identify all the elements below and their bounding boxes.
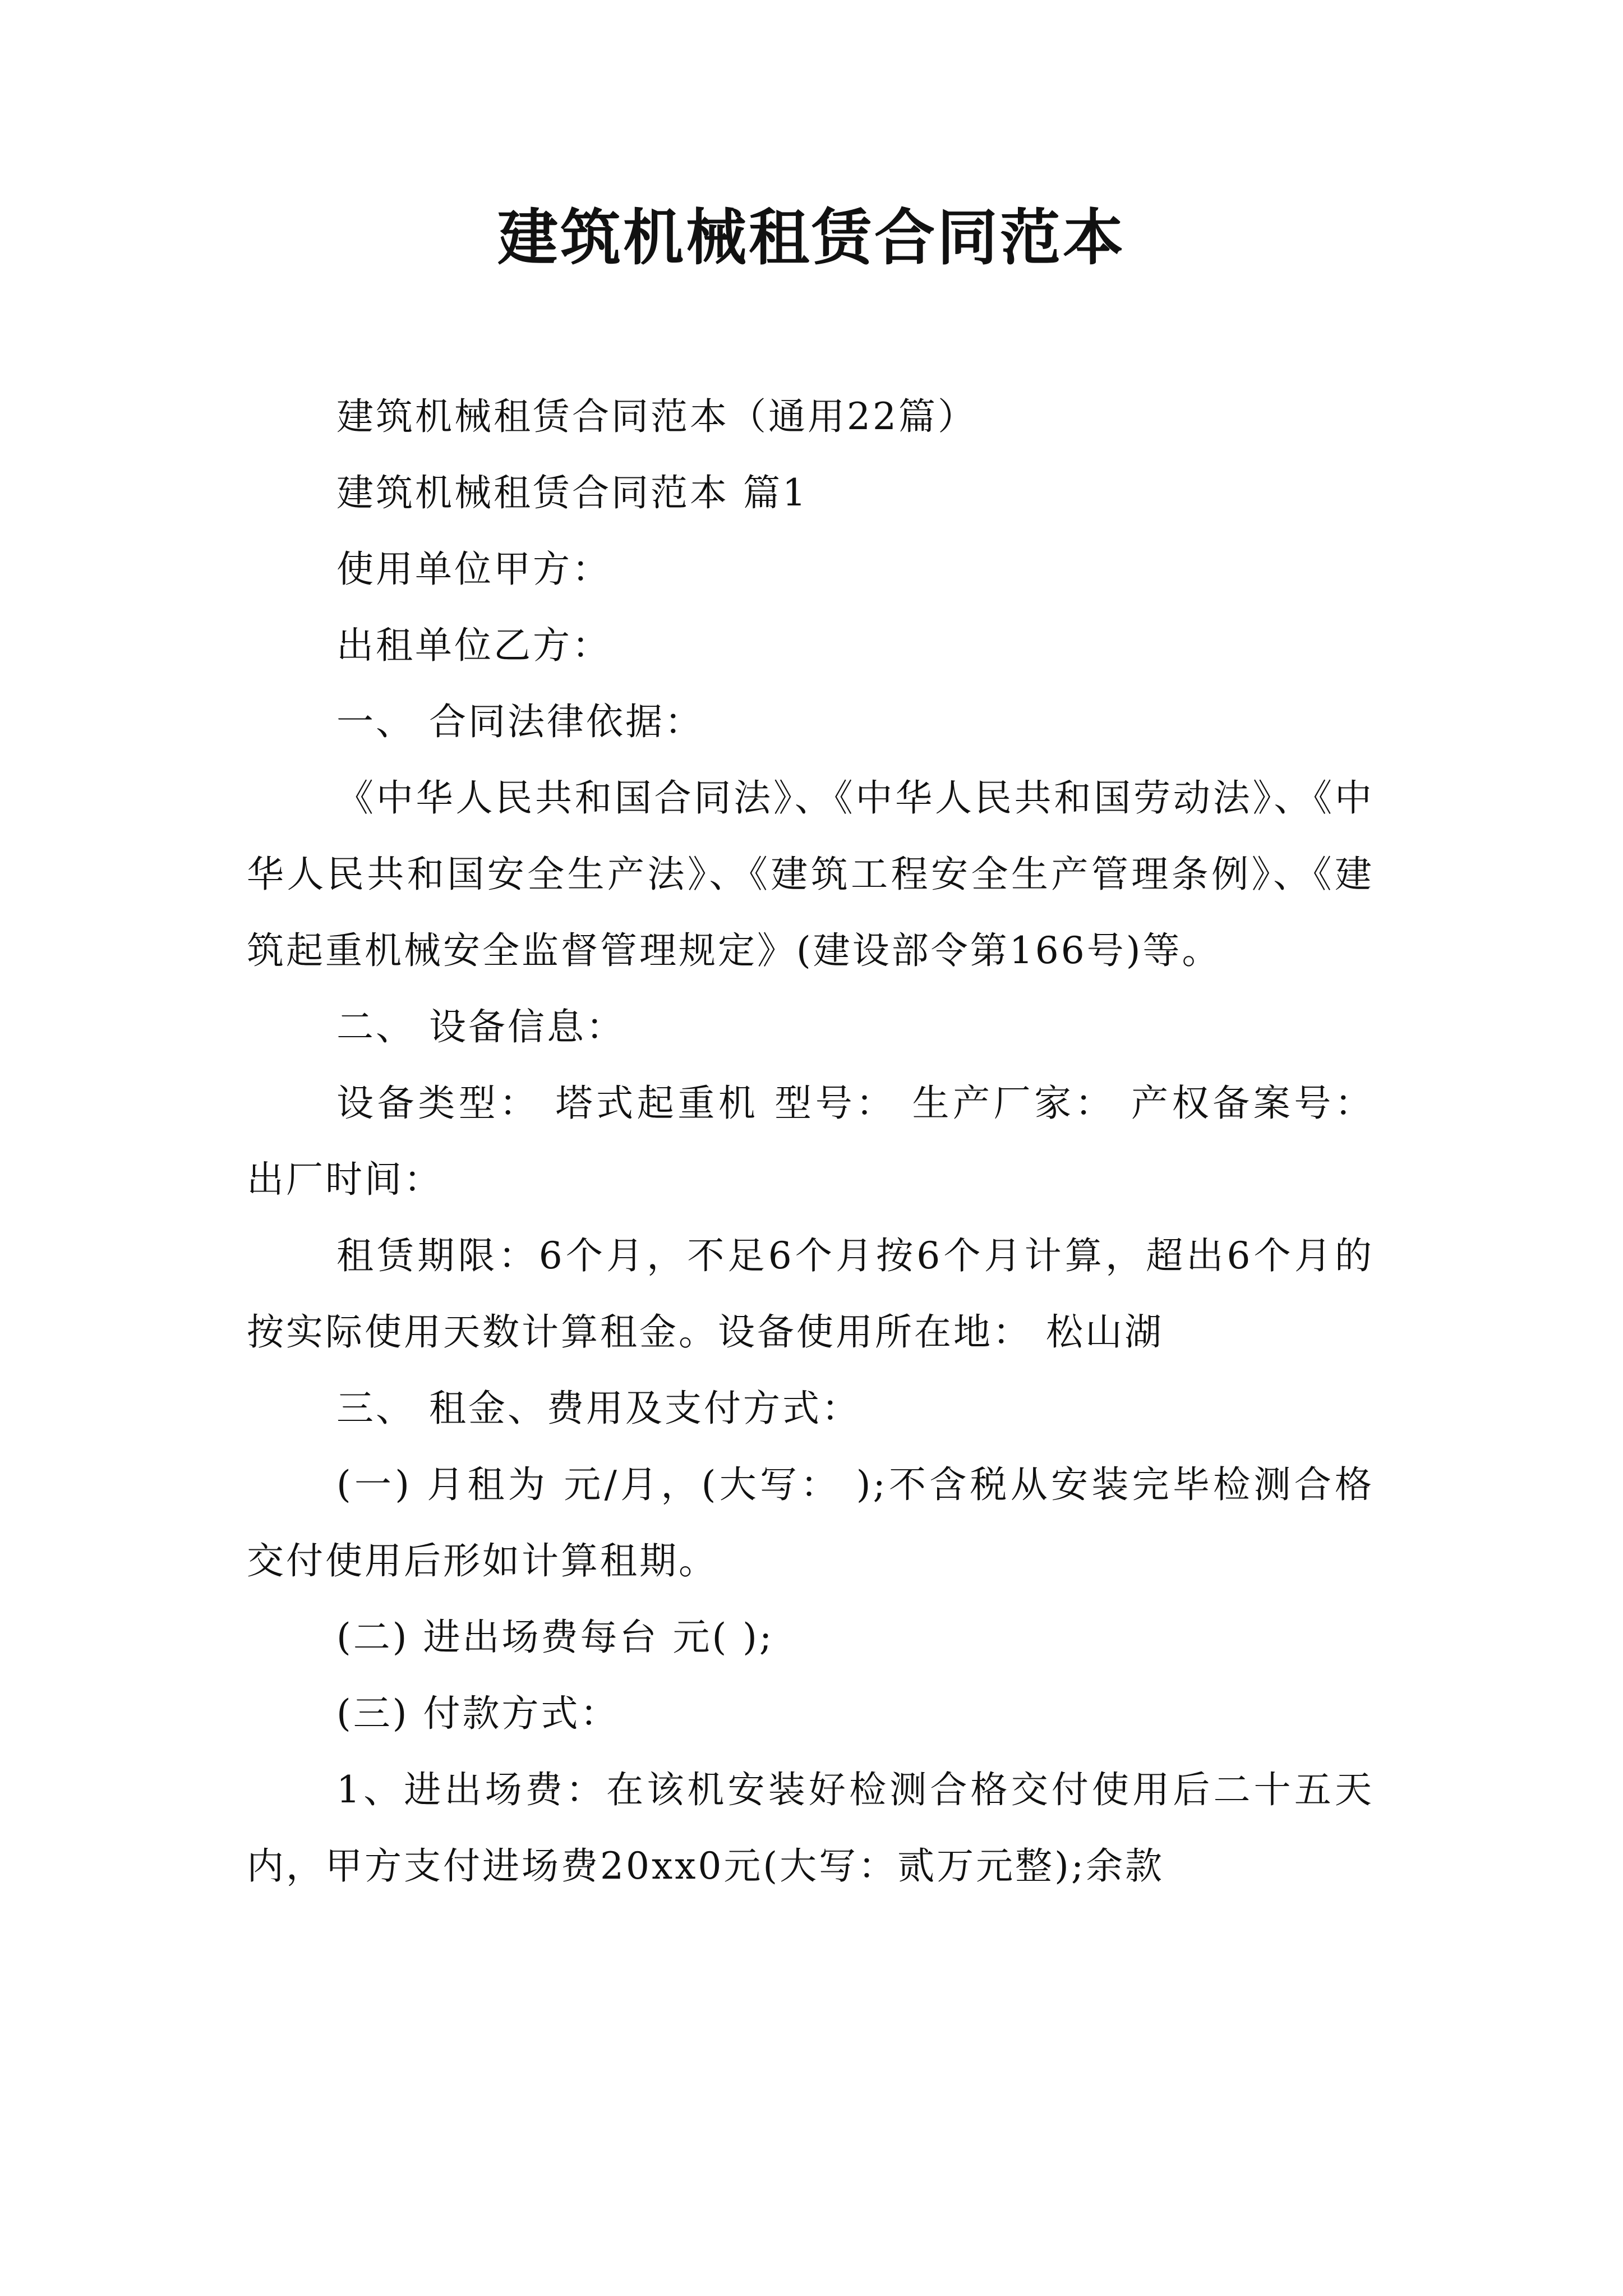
paragraph-section-heading: 建筑机械租赁合同范本 篇1 bbox=[336, 471, 808, 514]
paragraph-monthly-rent: (一) 月租为 元/月，(大写： );不含税从安装完毕检测合格交付使用后形如计算租期。 bbox=[247, 1463, 1374, 1582]
paragraph-payment-item-1: 1、进出场费：在该机安装好检测合格交付使用后二十五天内，甲方支付进场费20xx0元(大写：贰万元整);余款 bbox=[247, 1768, 1374, 1888]
paragraph-entry-exit-fee: (二) 进出场费每台 元( ); bbox=[336, 1616, 774, 1659]
document-body bbox=[247, 379, 1374, 1904]
paragraph-payment-method: (三) 付款方式： bbox=[336, 1692, 620, 1735]
paragraph-clause-1-heading: 一、 合同法律依据： bbox=[336, 700, 704, 743]
document-title: 建筑机械租赁合同范本 bbox=[497, 203, 1126, 273]
paragraph-equipment-info: 设备类型： 塔式起重机 型号： 生产厂家： 产权备案号： 出厂时间： bbox=[247, 1082, 1374, 1201]
paragraph-legal-basis: 《中华人民共和国合同法》、《中华人民共和国劳动法》、《中华人民共和国安全生产法》、《建筑工程安全生产管理条例》、《建筑起重机械安全监督管理规定》(建设部令第166号)等。 bbox=[247, 776, 1374, 972]
paragraph-party-a: 使用单位甲方： bbox=[336, 547, 611, 591]
paragraph-clause-3-heading: 三、 租金、费用及支付方式： bbox=[336, 1387, 861, 1430]
paragraph-clause-2-heading: 二、 设备信息： bbox=[336, 1005, 625, 1048]
paragraph-subtitle: 建筑机械租赁合同范本（通用22篇） bbox=[336, 395, 977, 438]
paragraph-lease-term: 租赁期限：6个月，不足6个月按6个月计算，超出6个月的按实际使用天数计算租金。设备使用所在地： 松山湖 bbox=[247, 1234, 1374, 1354]
paragraph-party-b: 出租单位乙方： bbox=[336, 624, 611, 667]
